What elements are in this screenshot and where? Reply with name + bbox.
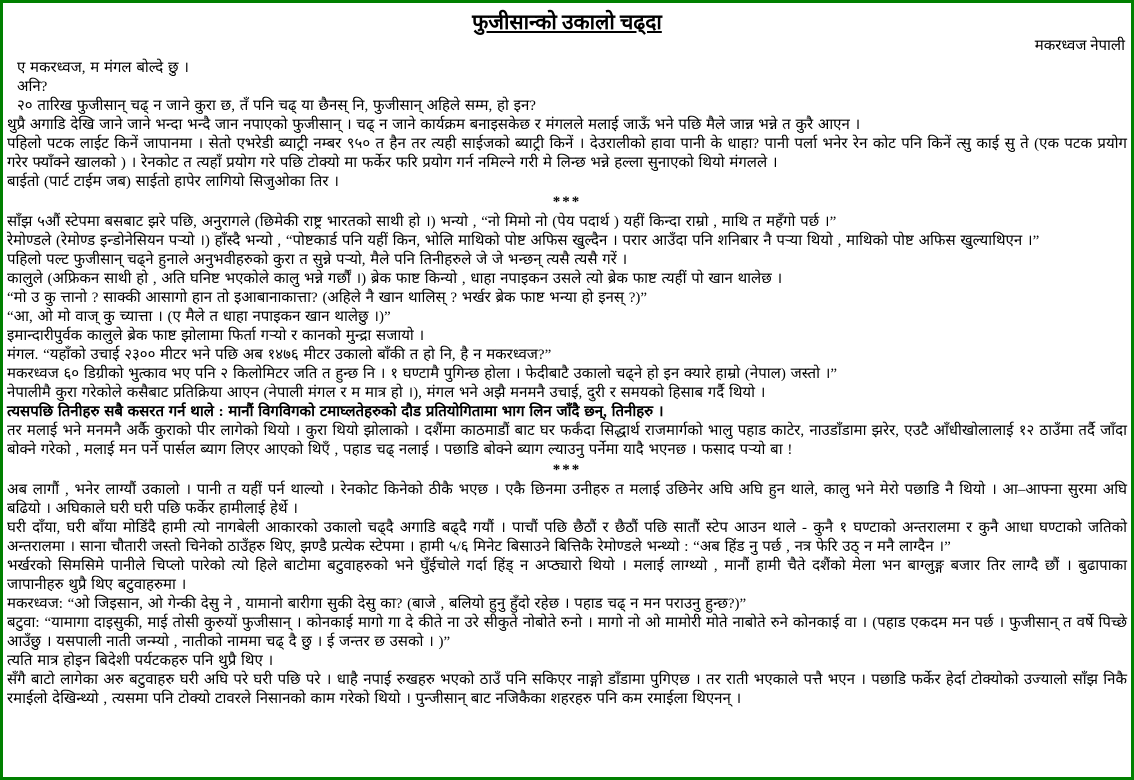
paragraph: साँझ ५औं स्टेपमा बसबाट झरे पछि, अनुरागले (छिमेकी राष्ट्र भारतको साथी हो ।) भन्यो , “नो मिमो नो (पेय पदार्थ ) यहीं किन्दा राम्रो , माथि त महँगो पर्छ ।” (7, 214, 837, 230)
paragraph: मकरध्वज ६० डिग्रीको भुत्काव भए पनि २ किलोमिटर जति त हुन्छ नि । १ घण्टामै पुगिन्छ होला । फेदीबाटै उकालो चढ्ने हो इन क्यारे हाम्रो (नेपाल) जस्तो ।” (7, 366, 838, 382)
paragraph: थुप्रै अगाडि देखि जाने जाने भन्दा भन्दै जान नपाएको फुजीसान् । चढ् न जाने कार्यक्रम बनाइसकेछ र मंगलले मलाई जाऊँ भने पछि मैले जान्न भन्ने त कुरै आएन । (7, 117, 861, 133)
paragraph: पहिलो पटक लाईट किनें जापानमा । सेतो एभरेडी ब्याट्री नम्बर ९५० त हैन तर त्यही साईजको ब्याट्री किनें । देउरालीको हावा पानी के धाहा? पानी पर्ला भनेर रेन कोट पनि किनें त्सु काई सु ते (एक पटक प्रयोग गरेर फ्याँक्ने खालको ) । रेनकोट त त्यहाँ प्रयोग गरे पछि टोक्यो मा फर्केर फरि प्रयोग गर्न नमिल्ने गरी मे लिन्छ भन्ने हल्ला सुनाएको थियो मंगलले । (7, 136, 1127, 171)
paragraph: बाईतो (पार्ट टाईम जब) साईतो हापेर लागियो सिजुओका तिर । (7, 174, 339, 190)
paragraph: “आ, ओ मो वाज् कु च्यात्ता । (ए मैले त धाहा नपाइकन खान थालेछु ।)” (7, 309, 391, 325)
paragraph: घरी दाँया, घरी बाँया मोडिंदै हामी त्यो नागबेली आकारको उकालो चढ्दै अगाडि बढ्दै गयौं । पाचौं पछि छैठौं र छैठौं पछि सातौं स्टेप आउन थाले - कुनै १ घण्टाको अन्तरालमा र कुनै आधा घण्टाको जतिको अन्तरालमा । साना चौतारी जस्तो चिनेको ठाउँहरु थिए, झण्डै प्रत्येक स्टेपमा । हामी ५/६ मिनेट बिसाउने बित्तिकै रेमोण्डले भन्थ्यो : “अब हिंड नु पर्छ , नत्र फेरि उठ् न मनै लाग्दैन ।” (7, 520, 1127, 555)
paragraph: रेमोण्डले (रेमोण्ड इन्डोनेसियन पऱ्यो ।) हाँस्दै भन्यो , “पोष्टकार्ड पनि यहीं किन, भोलि माथिको पोष्ट अफिस खुल्दैन । परार आउँदा पनि शनिबार नै पऱ्या थियो , माथिको पोष्ट अफिस खुल्याथिएन ।” (7, 233, 1040, 249)
section-separator: *** (552, 194, 582, 210)
paragraph: २० तारिख फुजीसान् चढ् न जाने कुरा छ, तँ पनि चढ् या छैनस् नि, फुजीसान् अहिले सम्म, हो इन? (17, 98, 536, 114)
paragraph: त्यति मात्र होइन बिदेशी पर्यटकहरु पनि थुप्रै थिए । (7, 653, 274, 669)
section-separator: *** (552, 462, 582, 478)
paragraph: कालुले (अफ्रिकन साथी हो , अति घनिष्ट भएकोले कालु भन्ने गर्छौं ।) ब्रेक फाष्ट किन्यो , धाहा नपाइकन उसले त्यो ब्रेक फाष्ट त्यहीं पो खान थालेछ । (7, 271, 783, 287)
paragraph: त्यसपछि तिनीहरु सबै कसरत गर्न थाले : मानौं विगविगको टमाघ्लतेहरुको दौड प्रतियोगितामा भाग लिन जाँदै छन्, तिनीहरु । (7, 404, 664, 420)
author-byline: मकरध्वज नेपाली (1034, 38, 1125, 54)
paragraph: सँगै बाटो लागेका अरु बटुवाहरु घरी अघि परे घरी पछि परे । धाहै नपाई रुखहरु भएको ठाउँ पनि सकिएर नाङ्गो डाँडामा पुगिएछ । तर राती भएकाले पत्तै भएन । पछाडि फर्केर हेर्दा टोक्योको उज्यालो साँझ निकै रमाईलो देखिन्थ्यो , त्यसमा पनि टोक्यो टावरले निसानको काम गरेको थियो । पुन्जीसान् बाट नजिकैका शहरहरु पनि कम रमाईला थिएनन् । (7, 672, 1127, 707)
paragraph: बटुवा: “यामागा दाइसुकी, माई तोसी कुरुयों फुजीसान् । कोनकाई मागो गा दे कीते ना उरे सीकुते नोबोते रुनो । मागो नो ओ मामोरी मोते नाबोते रुने कोनकाई वा । (पहाड एकदम मन पर्छ । फुजीसान् त वर्षे पिच्छे आउँछु । यसपाली नाती जन्म्यो , नातीको नाममा चढ् दै छु । ई जन्तर छ उसको । )” (7, 615, 1127, 650)
paragraph: इमान्दारीपुर्वक कालुले ब्रेक फाष्ट झोलामा फिर्ता गऱ्यो र कानको मुन्द्रा सजायो । (7, 328, 425, 344)
paragraph: तर मलाई भने मनमनै अर्कै कुराको पीर लागेको थियो । कुरा थियो झोलाको । दशैंमा काठमाडौं बाट घर फर्कंदा सिद्धार्थ राजमार्गको भालु पहाड काटेर, नाउडाँडामा झरेर, एउटै आँधीखोलालाई १२ ठाउँमा तर्दै जाँदा बोक्ने गरेको , मलाई मन पर्ने पार्सल ब्याग लिएर आएको थिएँ , पहाड चढ् नलाई । पछाडि बोक्ने ब्याग ल्याउनु पर्नेमा यादै भएनछ । फसाद पऱ्यो बा ! (7, 423, 1127, 458)
paragraph: “मो उ कु त्तानो ? साक्की आसागो हान तो इआबानाकात्ता? (अहिले नै खान थालिस् ? भर्खर ब्रेक फाष्ट भन्या हो इनस् ?)” (7, 290, 648, 306)
paragraph: नेपालीमै कुरा गरेकोले कसैबाट प्रतिक्रिया आएन (नेपाली मंगल र म मात्र हो ।), मंगल भने अझै मनमनै उचाई, दुरी र समयको हिसाब गर्दै थियो । (7, 385, 766, 401)
paragraph: अनि? (17, 79, 48, 95)
paragraph: भर्खरको सिमसिमे पानीले चिप्लो पारेको त्यो हिले बाटोमा बटुवाहरुको भने घुँईचोले गर्दा हिंड् न अप्ठ्यारो थियो । मलाई लाग्थ्यो , मानौं हामी चैते दशैंको मेला भन बाग्लुङ्ग बजार तिर लाग्दै छौं । बुढापाका जापानीहरु थुप्रै थिए बटुवाहरुमा । (7, 558, 1127, 593)
document-body (7, 59, 1127, 709)
paragraph: ए मकरध्वज, म मंगल बोल्दे छु । (17, 60, 189, 76)
page-title: फुजीसान्को उकालो चढ्दा (472, 10, 662, 34)
paragraph: मकरध्वज: “ओ जिइसान, ओ गेन्की देसु ने , यामानो बारीगा सुकी देसु का? (बाजे , बलियो हुनु हुँदो रहेछ । पहाड चढ् न मन पराउनु हुन्छ?)” (7, 596, 747, 612)
paragraph: अब लागौं , भनेर लाग्यौं उकालो । पानी त यहीं पर्न थाल्यो । रेनकोट किनेको ठीकै भएछ । एकै छिनमा उनीहरु त मलाई उछिनेर अघि अघि हुन थाले, कालु भने मेरो पछाडि नै थियो । आ–आफ्ना सुरमा अघि बढियो । अघिकाले घरी घरी पछि फर्केर हामीलाई हेर्थे । (7, 482, 1127, 517)
paragraph: मंगल. “यहाँको उचाई २३०० मीटर भने पछि अब १४७६ मीटर उकालो बाँकी त हो नि, है न मकरध्वज?” (7, 347, 552, 363)
paragraph: पहिलो पल्ट फुजीसान् चढ्ने हुनाले अनुभवीहरुको कुरा त सुन्ने पऱ्यो, मैले पनि तिनीहरुले जे जे भन्छन् त्यसै त्यसै गरें । (7, 252, 628, 268)
